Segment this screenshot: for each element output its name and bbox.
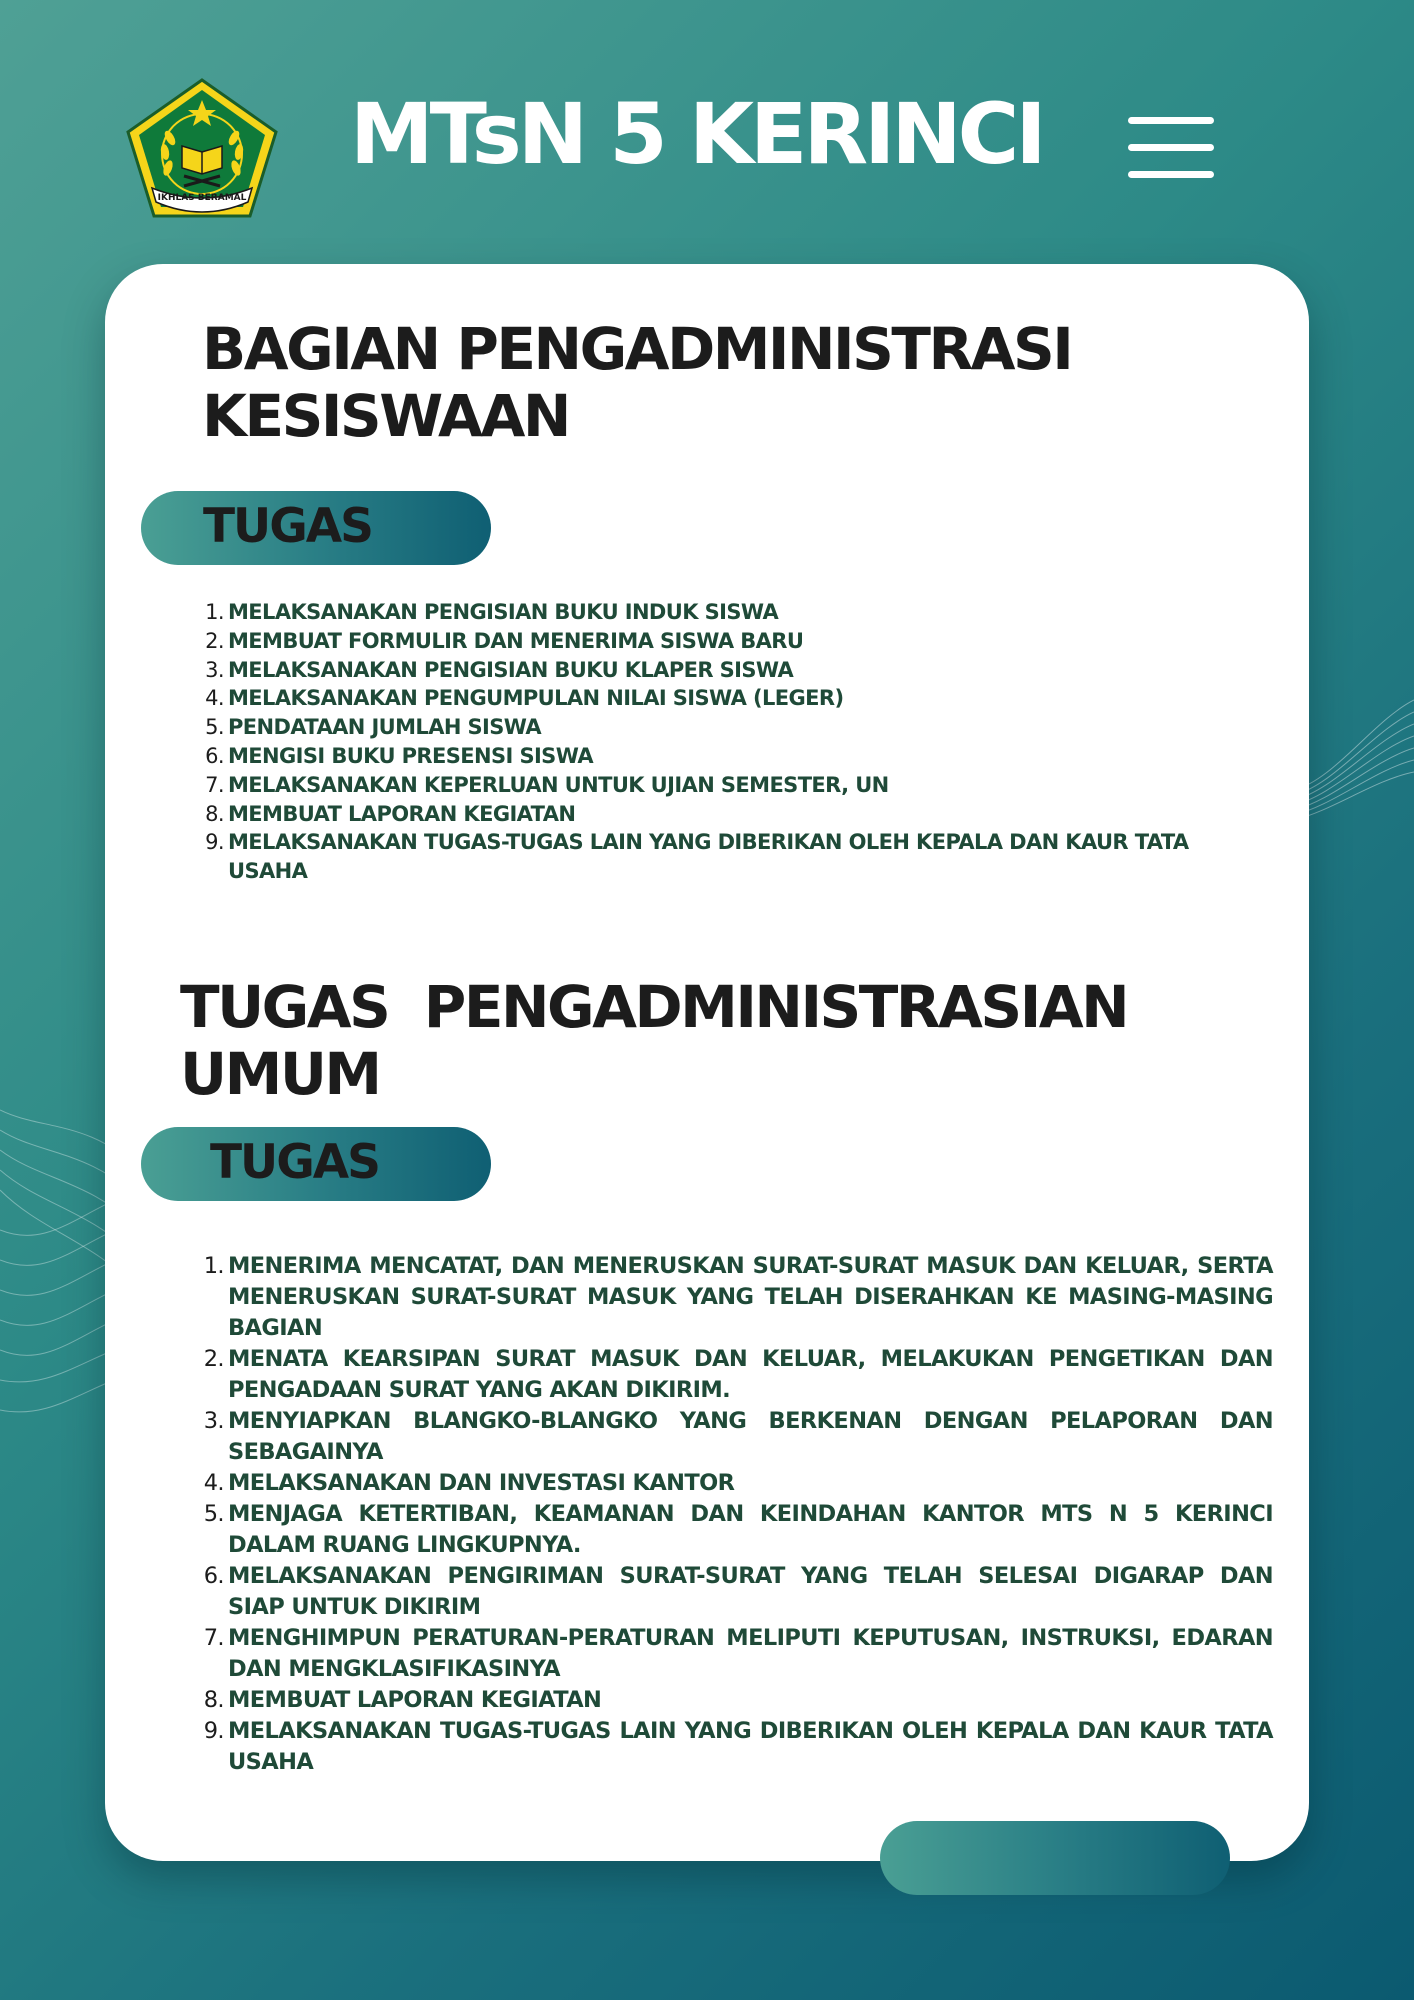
section1-title-line2: KESISWAAN xyxy=(202,382,569,450)
decorative-waves-right xyxy=(1294,690,1414,840)
list-item: 2. MEMBUAT FORMULIR DAN MENERIMA SISWA BARU xyxy=(205,628,804,653)
task-text: MEMBUAT LAPORAN KEGIATAN xyxy=(228,801,576,826)
task-text: MENATA KEARSIPAN SURAT MASUK DAN KELUAR, MELAKUKAN PENGETIKAN DAN PENGADAAN SURAT YANG AKAN DIKIRIM. xyxy=(228,1346,1273,1403)
section2-tugas-pill xyxy=(141,1127,491,1201)
task-text: MELAKSANAKAN PENGUMPULAN NILAI SISWA (LEGER) xyxy=(228,686,844,711)
kemenag-logo xyxy=(122,76,282,220)
section2-title-line2: UMUM xyxy=(180,1040,380,1108)
list-item: 6. MELAKSANAKAN PENGIRIMAN SURAT-SURAT YANG TELAH SELESAI DIGARAP DAN SIAP UNTUK DIKIRIM xyxy=(203,1563,1273,1620)
list-item: 8. MEMBUAT LAPORAN KEGIATAN xyxy=(205,801,576,826)
list-item: 2. MENATA KEARSIPAN SURAT MASUK DAN KELUAR, MELAKUKAN PENGETIKAN DAN PENGADAAN SURAT YANG AKAN DIKIRIM. xyxy=(203,1346,1273,1403)
section1-task-list xyxy=(199,598,1249,886)
list-item: 3. MENYIAPKAN BLANGKO-BLANGKO YANG BERKENAN DENGAN PELAPORAN DAN SEBAGAINYA xyxy=(203,1408,1273,1465)
task-text: MELAKSANAKAN DAN INVESTASI KANTOR xyxy=(228,1470,735,1496)
task-text: MENYIAPKAN BLANGKO-BLANGKO YANG BERKENAN DENGAN PELAPORAN DAN SEBAGAINYA xyxy=(228,1408,1273,1465)
list-item: 5. MENJAGA KETERTIBAN, KEAMANAN DAN KEINDAHAN KANTOR MTS N 5 KERINCI DALAM RUANG LINGKUPNYA. xyxy=(203,1501,1273,1558)
section1-title-line1: BAGIAN PENGADMINISTRASI xyxy=(202,315,1072,383)
list-item: 1. MELAKSANAKAN PENGISIAN BUKU INDUK SISWA xyxy=(205,600,779,624)
section2-title-line1: TUGAS PENGADMINISTRASIAN xyxy=(180,973,1128,1041)
task-text: MEMBUAT LAPORAN KEGIATAN xyxy=(228,1687,602,1713)
list-item: 7. MELAKSANAKAN KEPERLUAN UNTUK UJIAN SEMESTER, UN xyxy=(205,772,889,797)
task-text: MELAKSANAKAN PENGIRIMAN SURAT-SURAT YANG TELAH SELESAI DIGARAP DAN SIAP UNTUK DIKIRIM xyxy=(228,1563,1273,1620)
task-text: MELAKSANAKAN PENGISIAN BUKU INDUK SISWA xyxy=(228,600,779,624)
list-item: 5. PENDATAAN JUMLAH SISWA xyxy=(205,715,542,740)
list-item: 1. MENERIMA MENCATAT, DAN MENERUSKAN SURAT-SURAT MASUK DAN KELUAR, SERTA MENERUSKAN SURAT-SURAT MASUK YANG TELAH DISERAHKAN KE MASING-MASING BAGIAN xyxy=(203,1253,1273,1341)
list-item: 3. MELAKSANAKAN PENGISIAN BUKU KLAPER SISWA xyxy=(205,657,794,682)
section1-title xyxy=(202,316,1071,450)
hamburger-menu-icon[interactable] xyxy=(1128,117,1216,179)
header xyxy=(0,0,1414,260)
section1-pill-label: TUGAS xyxy=(203,499,373,554)
section2-title xyxy=(180,974,1127,1108)
task-text: MELAKSANAKAN TUGAS-TUGAS LAIN YANG DIBERIKAN OLEH KEPALA DAN KAUR TATA USAHA xyxy=(228,830,1189,884)
bottom-decorative-pill xyxy=(880,1821,1230,1895)
task-text: MEMBUAT FORMULIR DAN MENERIMA SISWA BARU xyxy=(228,628,804,653)
task-text: MENGISI BUKU PRESENSI SISWA xyxy=(228,743,593,768)
list-item: 7. MENGHIMPUN PERATURAN-PERATURAN MELIPUTI KEPUTUSAN, INSTRUKSI, EDARAN DAN MENGKLASIFIKASINYA xyxy=(203,1625,1273,1682)
list-item: 4. MELAKSANAKAN DAN INVESTASI KANTOR xyxy=(203,1470,735,1496)
list-item: 9. MELAKSANAKAN TUGAS-TUGAS LAIN YANG DIBERIKAN OLEH KEPALA DAN KAUR TATA USAHA xyxy=(203,1718,1273,1775)
logo-motto: IKHLAS BERAMAL xyxy=(157,193,247,203)
task-text: MENJAGA KETERTIBAN, KEAMANAN DAN KEINDAHAN KANTOR MTS N 5 KERINCI DALAM RUANG LINGKUPNYA. xyxy=(228,1501,1273,1558)
list-item: 8. MEMBUAT LAPORAN KEGIATAN xyxy=(203,1687,602,1713)
task-text: MELAKSANAKAN TUGAS-TUGAS LAIN YANG DIBERIKAN OLEH KEPALA DAN KAUR TATA USAHA xyxy=(228,1718,1273,1775)
task-text: MELAKSANAKAN KEPERLUAN UNTUK UJIAN SEMESTER, UN xyxy=(228,772,889,797)
list-item: 4. MELAKSANAKAN PENGUMPULAN NILAI SISWA (LEGER) xyxy=(205,686,844,711)
section1-tugas-pill xyxy=(141,491,491,565)
task-text: PENDATAAN JUMLAH SISWA xyxy=(228,715,542,740)
task-text: MELAKSANAKAN PENGISIAN BUKU KLAPER SISWA xyxy=(228,657,794,682)
section2-pill-label: TUGAS xyxy=(210,1135,380,1190)
list-item: 9. MELAKSANAKAN TUGAS-TUGAS LAIN YANG DIBERIKAN OLEH KEPALA DAN KAUR TATA USAHA xyxy=(205,830,1189,884)
list-item: 6. MENGISI BUKU PRESENSI SISWA xyxy=(205,743,593,768)
section2-task-list xyxy=(199,1251,1273,1778)
task-text: MENERIMA MENCATAT, DAN MENERUSKAN SURAT-SURAT MASUK DAN KELUAR, SERTA MENERUSKAN SURAT-SURAT MASUK YANG TELAH DISERAHKAN KE MASING-MASING BAGIAN xyxy=(228,1253,1273,1341)
task-text: MENGHIMPUN PERATURAN-PERATURAN MELIPUTI KEPUTUSAN, INSTRUKSI, EDARAN DAN MENGKLASIFIKASINYA xyxy=(228,1625,1273,1682)
site-title: MTsN 5 KERINCI xyxy=(350,85,1043,183)
